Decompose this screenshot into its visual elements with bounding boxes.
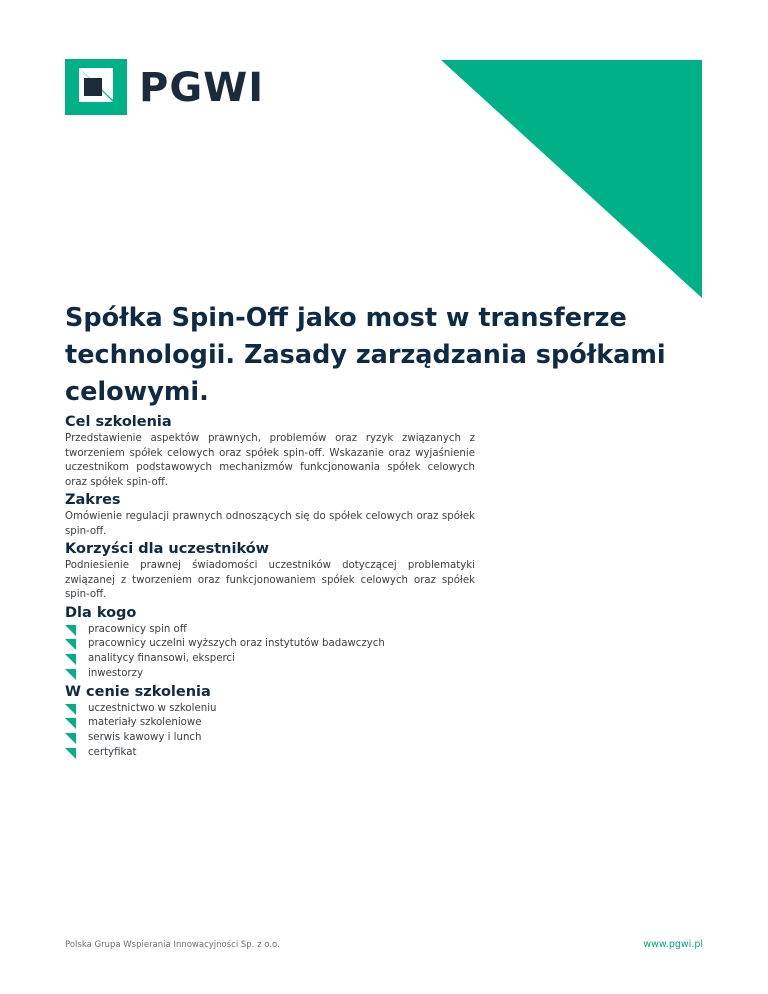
bullet-triangle-icon [65, 625, 76, 636]
bullet-triangle-icon [65, 639, 76, 650]
section-heading-korzysci: Korzyści dla uczestników [65, 541, 270, 557]
footer-website-link[interactable]: www.pgwi.pl [643, 939, 703, 950]
section-text-zakres: Omówienie regulacji prawnych odnoszących się do spółek celowych oraz spółek spin-off. [65, 511, 475, 537]
section-heading-w-cenie: W cenie szkolenia [65, 683, 211, 700]
decorative-triangle [441, 60, 702, 298]
dla-kogo-list [65, 623, 475, 682]
bullet-triangle-icon [65, 733, 76, 744]
content [65, 412, 475, 761]
list-item: uczestnictwo w szkoleniu [65, 702, 475, 717]
bullet-triangle-icon [65, 669, 76, 680]
w-cenie-list [65, 702, 475, 761]
bullet-triangle-icon [65, 654, 76, 665]
bullet-triangle-icon [65, 718, 76, 729]
list-item: analitycy finansowi, eksperci [65, 652, 475, 667]
pgwi-logo-icon [65, 59, 127, 115]
list-item: certyfikat [65, 746, 475, 761]
section-text-korzysci: Podniesienie prawnej świadomości uczestników dotyczącej problematyki związanej z tworzeniem oraz funkcjonowaniem spółek celowych oraz spółek spin-off. [65, 560, 475, 600]
section-heading-zakres: Zakres [65, 492, 121, 508]
section-text-cel: Przedstawienie aspektów prawnych, problemów oraz ryzyk związanych z tworzeniem spółek celowych oraz spółek spin-off. Wskazanie oraz wyjaśnienie uczestnikom podstawowych mechanizmów funkcjonowania spółek celowych oraz spółek spin-off. [65, 433, 475, 488]
brand-name: PGWI [139, 65, 265, 111]
list-item: inwestorzy [65, 667, 475, 682]
list-item: materiały szkoleniowe [65, 716, 475, 731]
bullet-triangle-icon [65, 704, 76, 715]
document-title: Spółka Spin-Off jako most w transferze technologii. Zasady zarządzania spółkami celowymi. [65, 303, 666, 407]
footer-company: Polska Grupa Wspierania Innowacyjności Sp. z o.o. [65, 940, 280, 950]
list-item: pracownicy uczelni wyższych oraz instytutów badawczych [65, 637, 475, 652]
list-item: serwis kawowy i lunch [65, 731, 475, 746]
list-item: pracownicy spin off [65, 623, 475, 638]
section-heading-dla-kogo: Dla kogo [65, 604, 137, 621]
bullet-triangle-icon [65, 748, 76, 759]
section-heading-cel: Cel szkolenia [65, 414, 172, 430]
